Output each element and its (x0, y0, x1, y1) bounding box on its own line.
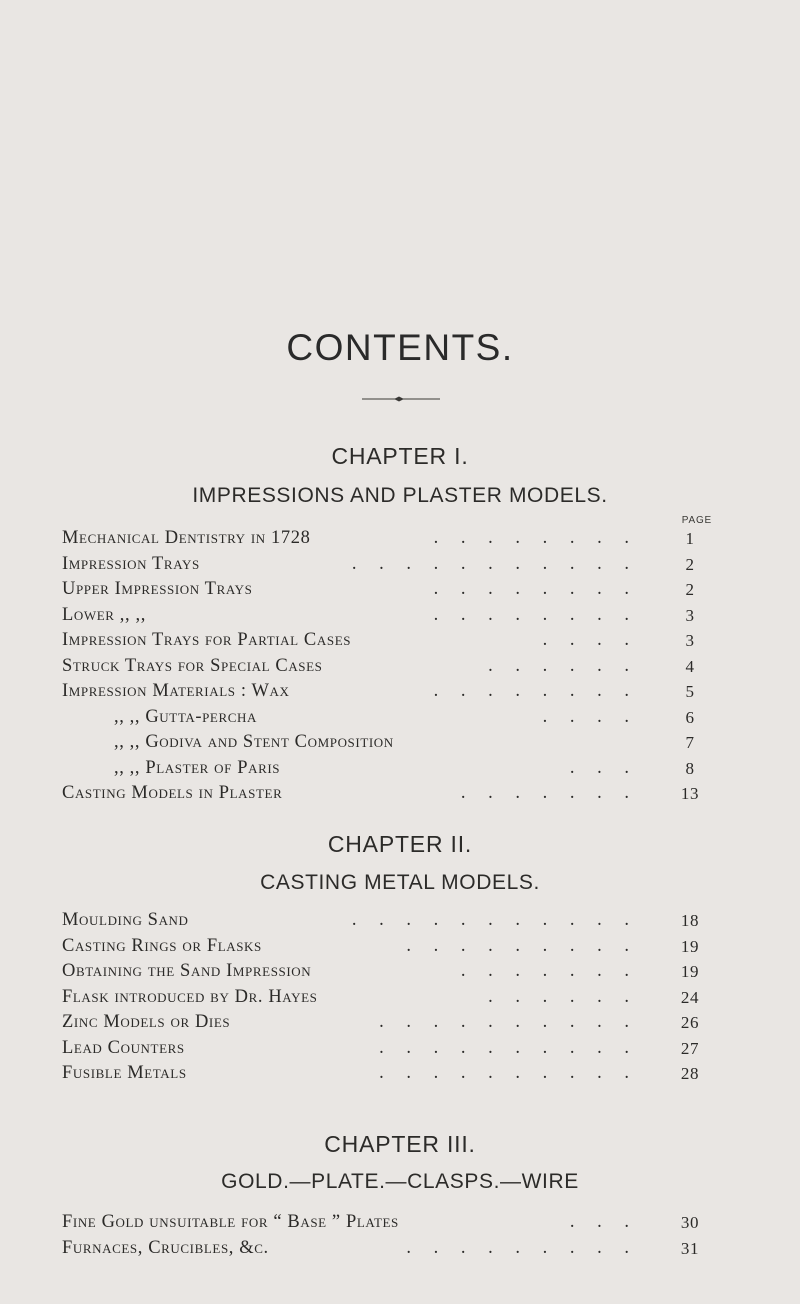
toc-entry (62, 552, 702, 578)
toc-dot-leaders: . . . . . . . . . . (379, 1037, 638, 1058)
toc-entry (62, 959, 702, 985)
toc-entry-title: Mechanical Dentistry in 1728 (62, 528, 311, 548)
toc-page-number: 6 (685, 707, 695, 727)
page-column-label: PAGE (681, 515, 712, 526)
toc-entry (62, 628, 702, 654)
toc-dot-leaders: . . . . . . (488, 986, 638, 1007)
toc-page-number: 27 (680, 1038, 700, 1058)
toc-page-number: 7 (685, 733, 695, 752)
chapter-2-subtitle: CASTING METAL MODELS. (260, 871, 540, 894)
toc-entry-title: Zinc Models or Dies (62, 1012, 231, 1032)
toc-entry (62, 730, 702, 756)
toc-entry (62, 1210, 702, 1236)
page-title: CONTENTS. (286, 327, 514, 368)
toc-entry-title: Lead Counters (62, 1037, 185, 1058)
toc-entry-title: Impression Materials : Wax (62, 681, 290, 701)
toc-dot-leaders: . . . . . . . . . . (379, 1063, 638, 1083)
toc-entry (62, 1236, 702, 1262)
toc-entry (62, 526, 702, 552)
toc-dot-leaders: . . . . . . . . . (406, 1237, 638, 1258)
toc-page-number: 3 (685, 605, 695, 625)
toc-entry (62, 679, 702, 705)
toc-entry (62, 756, 702, 782)
toc-dot-leaders: . . . . . . . . . . (379, 1012, 638, 1032)
toc-page-number: 13 (680, 784, 700, 803)
toc-page-number: 4 (685, 656, 695, 676)
toc-entry-title: Casting Rings or Flasks (62, 935, 262, 956)
toc-page-number: 31 (680, 1238, 700, 1258)
toc-entry-title: ,, ,, Godiva and Stent Composition (114, 732, 394, 752)
toc-dot-leaders: . . . . . . . . (433, 681, 638, 701)
toc-page-number: 19 (680, 936, 700, 956)
chapter-2-entries (62, 908, 702, 1087)
toc-page-number: 26 (680, 1013, 700, 1032)
toc-page-number: 5 (685, 682, 695, 701)
toc-dot-leaders: . . . . . . . (460, 961, 638, 981)
toc-dot-leaders: . . . . . . . . . . . (351, 553, 638, 574)
chapter-3-heading: CHAPTER III. (324, 1131, 476, 1157)
toc-entry-title: ,, ,, Gutta-percha (114, 706, 257, 727)
toc-page-number: 18 (680, 911, 700, 930)
toc-page-number: 2 (685, 554, 695, 574)
toc-page-number: 2 (685, 580, 695, 599)
chapter-1-subtitle: IMPRESSIONS AND PLASTER MODELS. (192, 484, 608, 507)
toc-entry (62, 1036, 702, 1062)
toc-entry-title: Flask introduced by Dr. Hayes (62, 986, 318, 1007)
toc-entry (62, 654, 702, 680)
toc-entry (62, 1010, 702, 1036)
chapter-1-entries (62, 526, 702, 807)
toc-entry (62, 577, 702, 603)
toc-entry-title: Fusible Metals (62, 1063, 187, 1083)
toc-entry-title: Moulding Sand (62, 910, 189, 930)
toc-dot-leaders: . . . . (542, 630, 638, 650)
chapter-3-entries (62, 1210, 702, 1261)
toc-entry-title: Fine Gold unsuitable for “ Base ” Plates (62, 1212, 399, 1232)
chapter-2-heading: CHAPTER II. (327, 831, 473, 857)
toc-entry-title: Impression Trays (62, 553, 200, 574)
toc-entry-title: Impression Trays for Partial Cases (62, 630, 352, 650)
toc-entry-title: ,, ,, Plaster of Paris (114, 757, 281, 778)
toc-entry (62, 603, 702, 629)
toc-entry-title: Upper Impression Trays (62, 579, 253, 599)
toc-dot-leaders: . . . . . . . . . . . (351, 910, 638, 930)
toc-entry-title: Casting Models in Plaster (62, 783, 283, 803)
toc-page-number: 1 (685, 529, 695, 548)
toc-entry (62, 781, 702, 807)
toc-dot-leaders: . . . (569, 757, 638, 778)
toc-dot-leaders: . . . . . . . . (433, 579, 638, 599)
chapter-3-subtitle: GOLD.—PLATE.—CLASPS.—WIRE (221, 1170, 579, 1193)
toc-page-number: 8 (685, 758, 695, 778)
toc-dot-leaders: . . . (569, 1212, 638, 1232)
toc-dot-leaders: . . . . . . . . (433, 528, 638, 548)
toc-dot-leaders: . . . . . . . (460, 783, 638, 803)
toc-page-number: 3 (685, 631, 695, 650)
toc-entry-title: Struck Trays for Special Cases (62, 655, 323, 676)
toc-entry-title: Obtaining the Sand Impression (62, 961, 312, 981)
toc-dot-leaders: . . . . (542, 706, 638, 727)
toc-page-number: 19 (680, 962, 700, 981)
toc-entry-title: Lower ,, ,, (62, 604, 146, 625)
toc-dot-leaders: . . . . . . . . . (406, 935, 638, 956)
toc-page-number: 24 (680, 987, 700, 1007)
toc-entry (62, 705, 702, 731)
toc-dot-leaders: . . . . . . . . (433, 604, 638, 625)
title-ornament-rule (362, 395, 440, 403)
toc-entry-title: Furnaces, Crucibles, &c. (62, 1237, 269, 1258)
toc-entry (62, 908, 702, 934)
toc-entry (62, 1061, 702, 1087)
toc-page-number: 28 (680, 1064, 700, 1083)
toc-page-number: 30 (680, 1213, 700, 1232)
toc-dot-leaders: . . . . . . (488, 655, 638, 676)
toc-entry (62, 934, 702, 960)
chapter-1-heading: CHAPTER I. (331, 443, 469, 469)
toc-entry (62, 985, 702, 1011)
